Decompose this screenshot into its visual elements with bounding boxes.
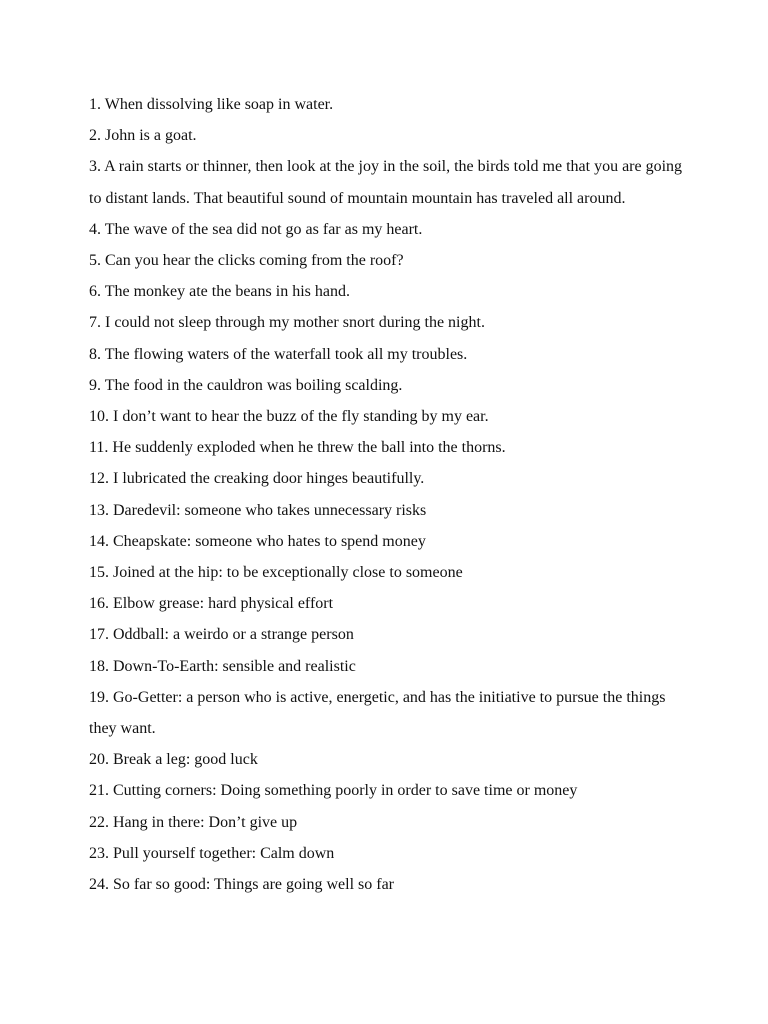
list-item: 14. Cheapskate: someone who hates to spend money — [89, 532, 426, 550]
list-item: 2. John is a goat. — [89, 127, 197, 145]
list-item: 20. Break a leg: good luck — [89, 751, 258, 769]
list-item: 21. Cutting corners: Doing something poorly in order to save time or money — [89, 782, 578, 800]
list-item: 6. The monkey ate the beans in his hand. — [89, 283, 350, 301]
list-item: 13. Daredevil: someone who takes unnecessary risks — [89, 501, 427, 519]
list-item: 24. So far so good: Things are going well so far — [89, 876, 394, 894]
list-item: 15. Joined at the hip: to be exceptionally close to someone — [89, 564, 463, 582]
list-item: 22. Hang in there: Don’t give up — [89, 813, 298, 831]
list-item: 16. Elbow grease: hard physical effort — [89, 595, 334, 613]
list-item: 5. Can you hear the clicks coming from the roof? — [89, 252, 404, 270]
list-item: 3. A rain starts or thinner, then look at the joy in the soil, the birds told me that you are going to distant lands. That beautiful sound of mountain mountain has traveled all around. — [89, 158, 683, 207]
list-item: 1. When dissolving like soap in water. — [89, 96, 334, 113]
list-item: 12. I lubricated the creaking door hinges beautifully. — [89, 470, 425, 488]
list-item: 10. I don’t want to hear the buzz of the fly standing by my ear. — [89, 408, 489, 426]
list-item: 8. The flowing waters of the waterfall took all my troubles. — [89, 345, 468, 363]
list-item: 11. He suddenly exploded when he threw the ball into the thorns. — [89, 439, 506, 457]
list-item: 7. I could not sleep through my mother snort during the night. — [89, 314, 485, 332]
list-item: 19. Go-Getter: a person who is active, energetic, and has the initiative to pursue the things they want. — [89, 688, 666, 738]
list-item: 9. The food in the cauldron was boiling scalding. — [89, 376, 403, 394]
list-item: 17. Oddball: a weirdo or a strange person — [89, 626, 354, 644]
list-item: 18. Down-To-Earth: sensible and realistic — [89, 657, 356, 675]
list-item: 4. The wave of the sea did not go as far as my heart. — [89, 220, 423, 238]
numbered-list — [89, 89, 689, 900]
list-item: 23. Pull yourself together: Calm down — [89, 844, 335, 862]
